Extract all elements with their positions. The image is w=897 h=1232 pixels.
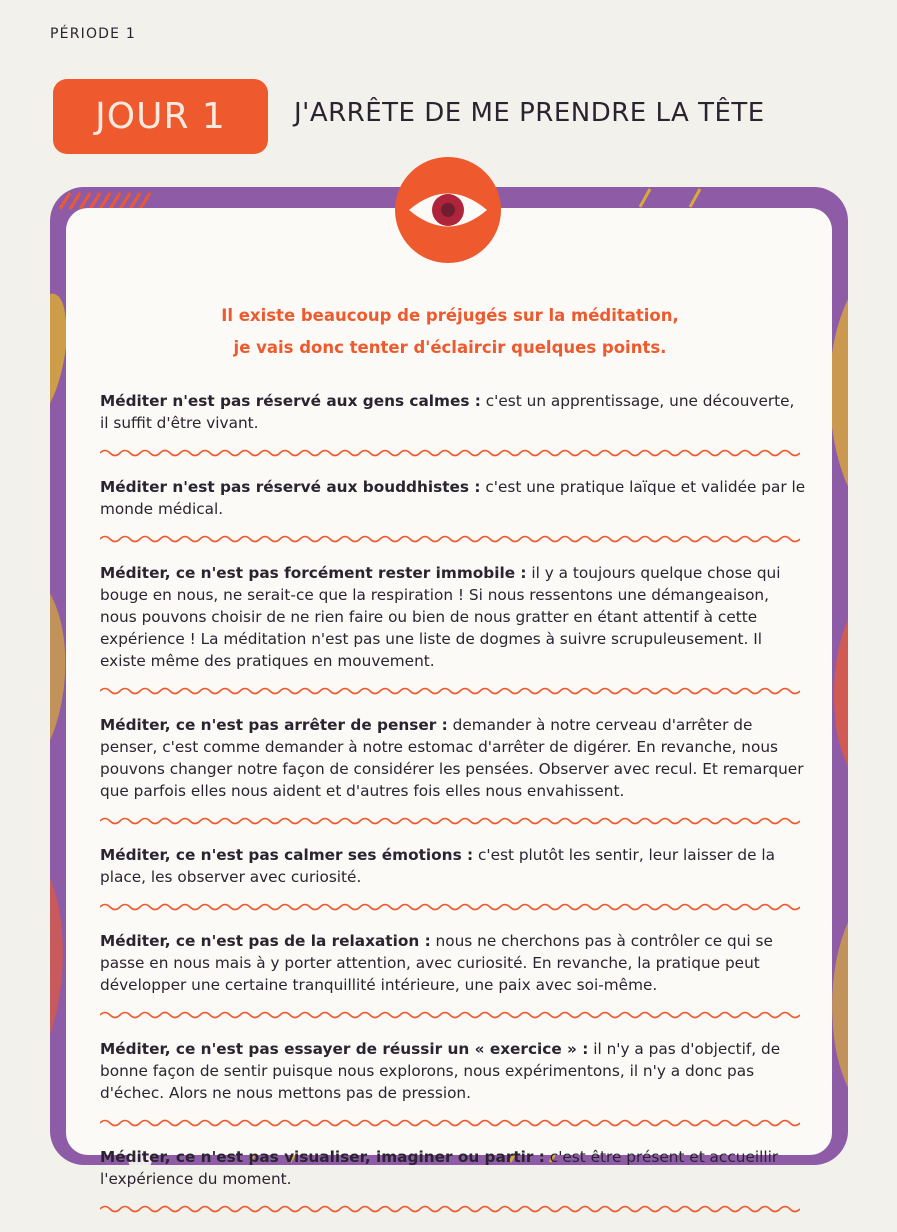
item-body: c'est plutôt les sentir, leur laisser de la place, les observer avec curiosité. — [100, 846, 776, 886]
item-heading: Méditer, ce n'est pas arrêter de penser : — [100, 716, 448, 734]
page-title: J'ARRÊTE DE ME PRENDRE LA TÊTE — [294, 98, 765, 128]
list-item — [100, 714, 806, 826]
item-text — [100, 390, 806, 434]
wave-divider — [100, 1010, 800, 1020]
intro-line-1: Il existe beaucoup de préjugés sur la méditation, — [221, 306, 679, 325]
period-label: PÉRIODE 1 — [50, 26, 136, 42]
item-body: demander à notre cerveau d'arrêter de penser, c'est comme demander à notre estomac d'arrêter de digérer. En revanche, nous pouvons changer notre façon de considérer les pensées. Observer avec recul. Et remarquer que parfois elles nous aident et d'autres fois elles nous envahissent. — [100, 716, 804, 800]
intro-line-2: je vais donc tenter d'éclaircir quelques points. — [233, 338, 667, 357]
item-body: il n'y a pas d'objectif, de bonne façon de sentir puisque nous explorons, nous expérimentons, il n'y a donc pas d'échec. Alors ne nous mettons pas de pression. — [100, 1040, 781, 1102]
myth-list — [100, 390, 806, 1232]
item-heading: Méditer n'est pas réservé aux gens calmes : — [100, 392, 481, 410]
item-heading: Méditer, ce n'est pas de la relaxation : — [100, 932, 431, 950]
item-text — [100, 1038, 806, 1104]
eye-icon — [395, 157, 501, 263]
wave-divider — [100, 1204, 800, 1214]
item-heading: Méditer, ce n'est pas essayer de réussir un « exercice » : — [100, 1040, 589, 1058]
list-item — [100, 562, 806, 696]
day-badge — [53, 79, 268, 154]
item-body: nous ne cherchons pas à contrôler ce qui se passe en nous mais à y porter attention, avec curiosité. En revanche, la pratique peut développer une certaine tranquillité intérieure, une paix avec soi-même. — [100, 932, 773, 994]
item-heading: Méditer, ce n'est pas forcément rester immobile : — [100, 564, 527, 582]
item-heading: Méditer, ce n'est pas visualiser, imaginer ou partir : — [100, 1148, 545, 1166]
list-item — [100, 1038, 806, 1128]
item-body: il y a toujours quelque chose qui bouge en nous, ne serait-ce que la respiration ! Si nous ressentons une démangeaison, nous pouvons choisir de ne rien faire ou bien de nous gratter en étant attentif à cette expérience ! La méditation n'est pas une liste de dogmes à suivre scrupuleusement. Il existe même des pratiques en mouvement. — [100, 564, 781, 670]
item-body: c'est une pratique laïque et validée par le monde médical. — [100, 478, 806, 518]
wave-divider — [100, 448, 800, 458]
list-item — [100, 1146, 806, 1214]
list-item — [100, 844, 806, 912]
item-heading: Méditer n'est pas réservé aux bouddhistes : — [100, 478, 481, 496]
item-text — [100, 930, 806, 996]
list-item — [100, 476, 806, 544]
item-text — [100, 1146, 806, 1190]
eye-badge — [395, 157, 501, 263]
wave-divider — [100, 1118, 800, 1128]
item-text — [100, 844, 806, 888]
wave-divider — [100, 534, 800, 544]
item-body: c'est être présent et accueillir l'expérience du moment. — [100, 1148, 779, 1188]
item-text — [100, 476, 806, 520]
item-body: c'est un apprentissage, une découverte, il suffit d'être vivant. — [100, 392, 795, 432]
list-item — [100, 390, 806, 458]
item-heading: Méditer, ce n'est pas calmer ses émotions : — [100, 846, 474, 864]
day-label: JOUR 1 — [95, 96, 226, 137]
wave-divider — [100, 902, 800, 912]
wave-divider — [100, 816, 800, 826]
item-text — [100, 562, 806, 672]
item-text — [100, 714, 806, 802]
list-item — [100, 930, 806, 1020]
intro-text — [100, 300, 800, 364]
wave-divider — [100, 686, 800, 696]
